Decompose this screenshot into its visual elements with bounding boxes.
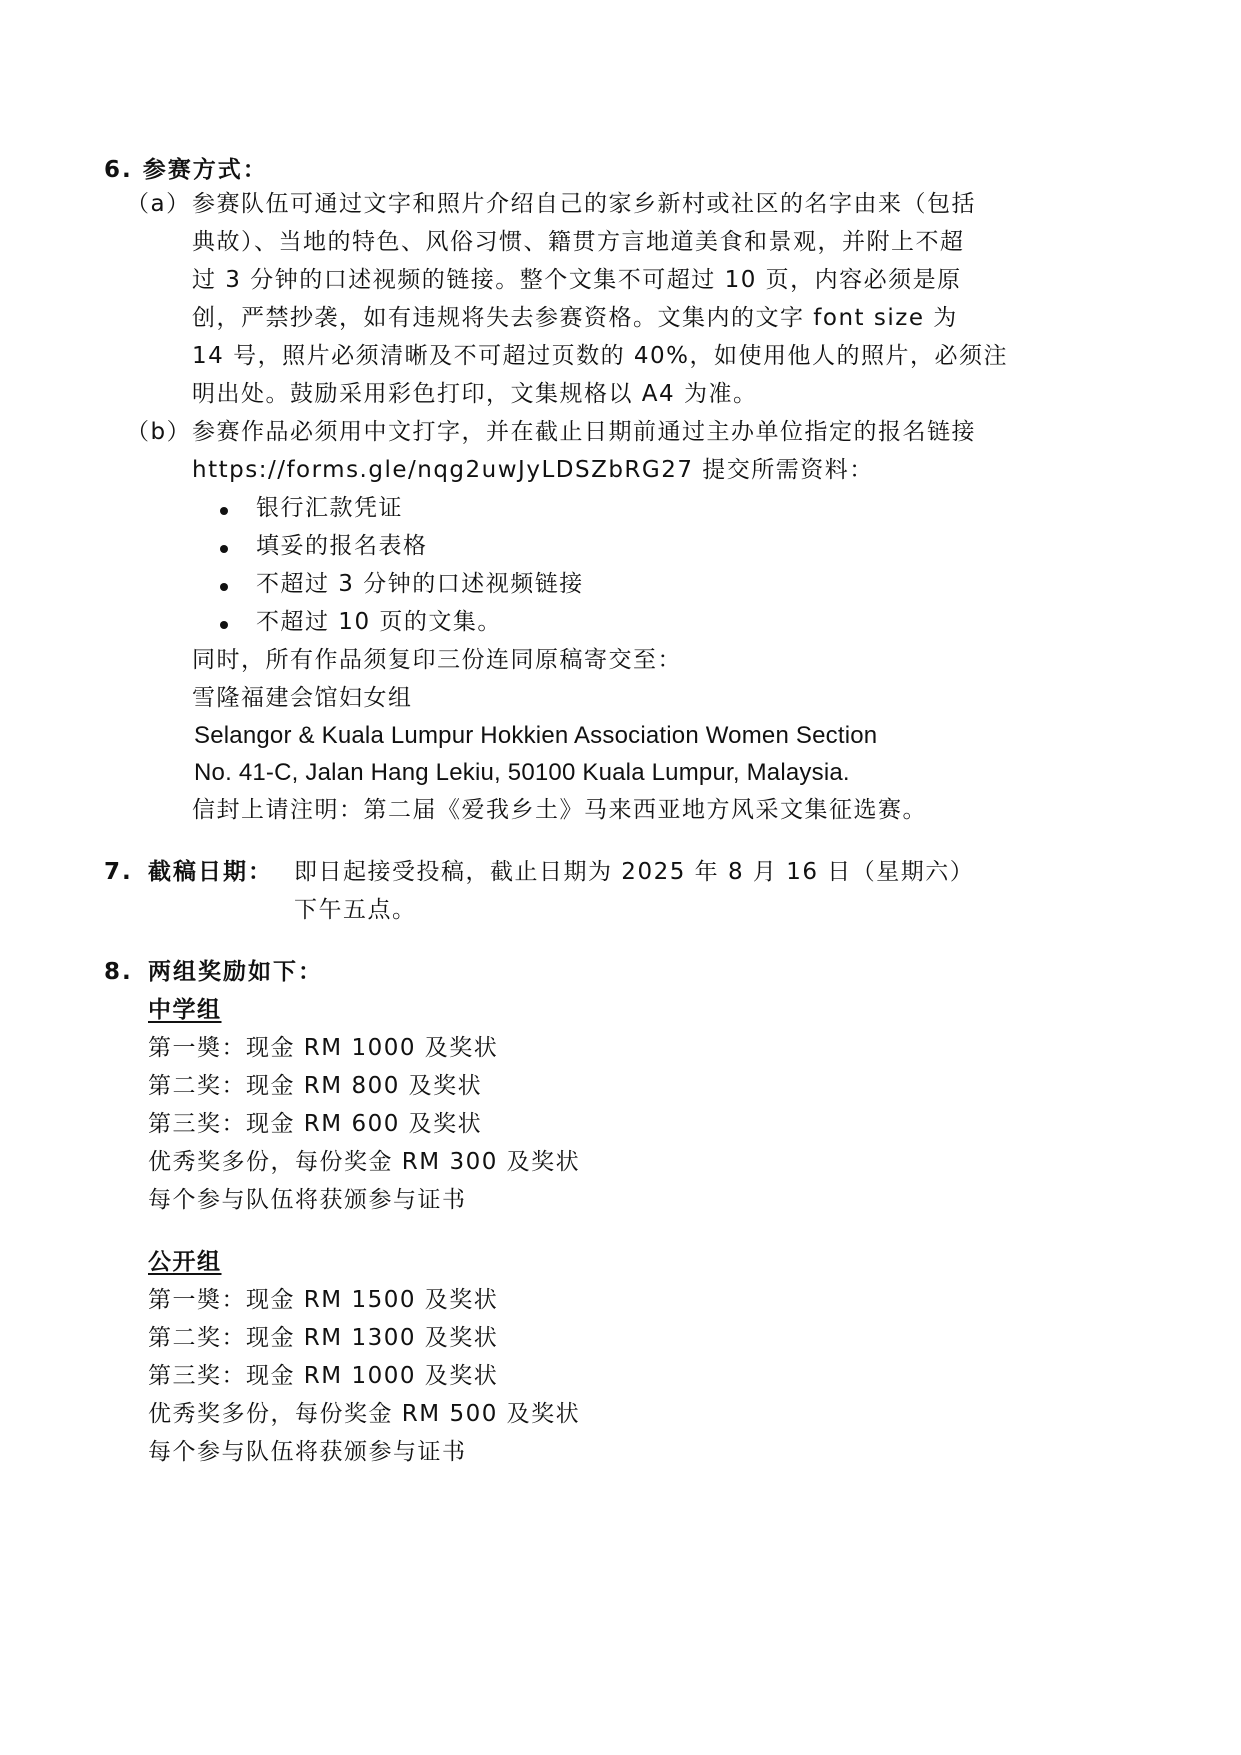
bullet-item-2: 填妥的报名表格 (256, 533, 428, 559)
section-7-title: 截稿日期： (148, 859, 273, 885)
section-6-title: 6. 参赛方式： (104, 157, 268, 183)
bullet-dot-icon (220, 621, 228, 629)
bullet-item-4: 不超过 10 页的文集。 (256, 609, 502, 635)
bullet-dot-icon (220, 507, 228, 515)
prize-line: 第三奖：现金 RM 1000 及奖状 (148, 1363, 499, 1389)
group-secondary-title: 中学组 (148, 997, 222, 1023)
prize-line: 第三奖：现金 RM 600 及奖状 (148, 1111, 483, 1137)
section-7-number: 7. (104, 859, 133, 885)
section-8-number: 8. (104, 959, 133, 985)
section-6a-line-4: 创，严禁抄袭，如有违规将失去参赛资格。文集内的文字 font size 为 (192, 305, 958, 331)
section-6a-line-1: 参赛队伍可通过文字和照片介绍自己的家乡新村或社区的名字由来（包括 (192, 191, 976, 217)
prize-line: 第二奖：现金 RM 1300 及奖状 (148, 1325, 499, 1351)
section-6a-line-6: 明出处。鼓励采用彩色打印，文集规格以 A4 为准。 (192, 381, 758, 407)
mailing-address: No. 41-C, Jalan Hang Lekiu, 50100 Kuala Lumpur, Malaysia. (194, 759, 850, 786)
section-6a-label: （a） (126, 191, 191, 217)
section-6b-line-1: 参赛作品必须用中文打字，并在截止日期前通过主办单位指定的报名链接 (192, 419, 976, 445)
bullet-dot-icon (220, 545, 228, 553)
organization-english: Selangor & Kuala Lumpur Hokkien Association Women Section (194, 722, 878, 749)
organization-chinese: 雪隆福建会馆妇女组 (192, 685, 413, 711)
section-6a-line-5: 14 号，照片必须清晰及不可超过页数的 40%，如使用他人的照片，必须注 (192, 343, 1009, 369)
section-6a-line-2: 典故）、当地的特色、风俗习惯、籍贯方言地道美食和景观，并附上不超 (192, 229, 965, 255)
section-6b-line-2: https://forms.gle/nqg2uwJyLDSZbRG27 提交所需资料： (192, 457, 874, 483)
mail-intro: 同时，所有作品须复印三份连同原稿寄交至： (192, 647, 682, 673)
bullet-item-1: 银行汇款凭证 (256, 495, 403, 521)
prize-line: 第一奬：现金 RM 1000 及奖状 (148, 1035, 499, 1061)
bullet-dot-icon (220, 583, 228, 591)
envelope-note: 信封上请注明：第二届《爱我乡土》马来西亚地方风采文集征选赛。 (192, 797, 927, 823)
prize-line: 优秀奖多份，每份奖金 RM 300 及奖状 (148, 1149, 581, 1175)
prize-line: 第一奬：现金 RM 1500 及奖状 (148, 1287, 499, 1313)
prize-line: 每个参与队伍将获颁参与证书 (148, 1439, 467, 1465)
bullet-item-3: 不超过 3 分钟的口述视频链接 (256, 571, 584, 597)
prize-line: 第二奖：现金 RM 800 及奖状 (148, 1073, 483, 1099)
group-open-title: 公开组 (148, 1249, 222, 1275)
prize-line: 优秀奖多份，每份奖金 RM 500 及奖状 (148, 1401, 581, 1427)
section-8-title: 两组奖励如下： (148, 959, 323, 985)
deadline-line-2: 下午五点。 (294, 897, 417, 923)
deadline-line-1: 即日起接受投稿，截止日期为 2025 年 8 月 16 日（星期六） (294, 859, 975, 885)
prize-line: 每个参与队伍将获颁参与证书 (148, 1187, 467, 1213)
section-6a-line-3: 过 3 分钟的口述视频的链接。整个文集不可超过 10 页，内容必须是原 (192, 267, 962, 293)
section-6b-label: （b） (126, 419, 192, 445)
